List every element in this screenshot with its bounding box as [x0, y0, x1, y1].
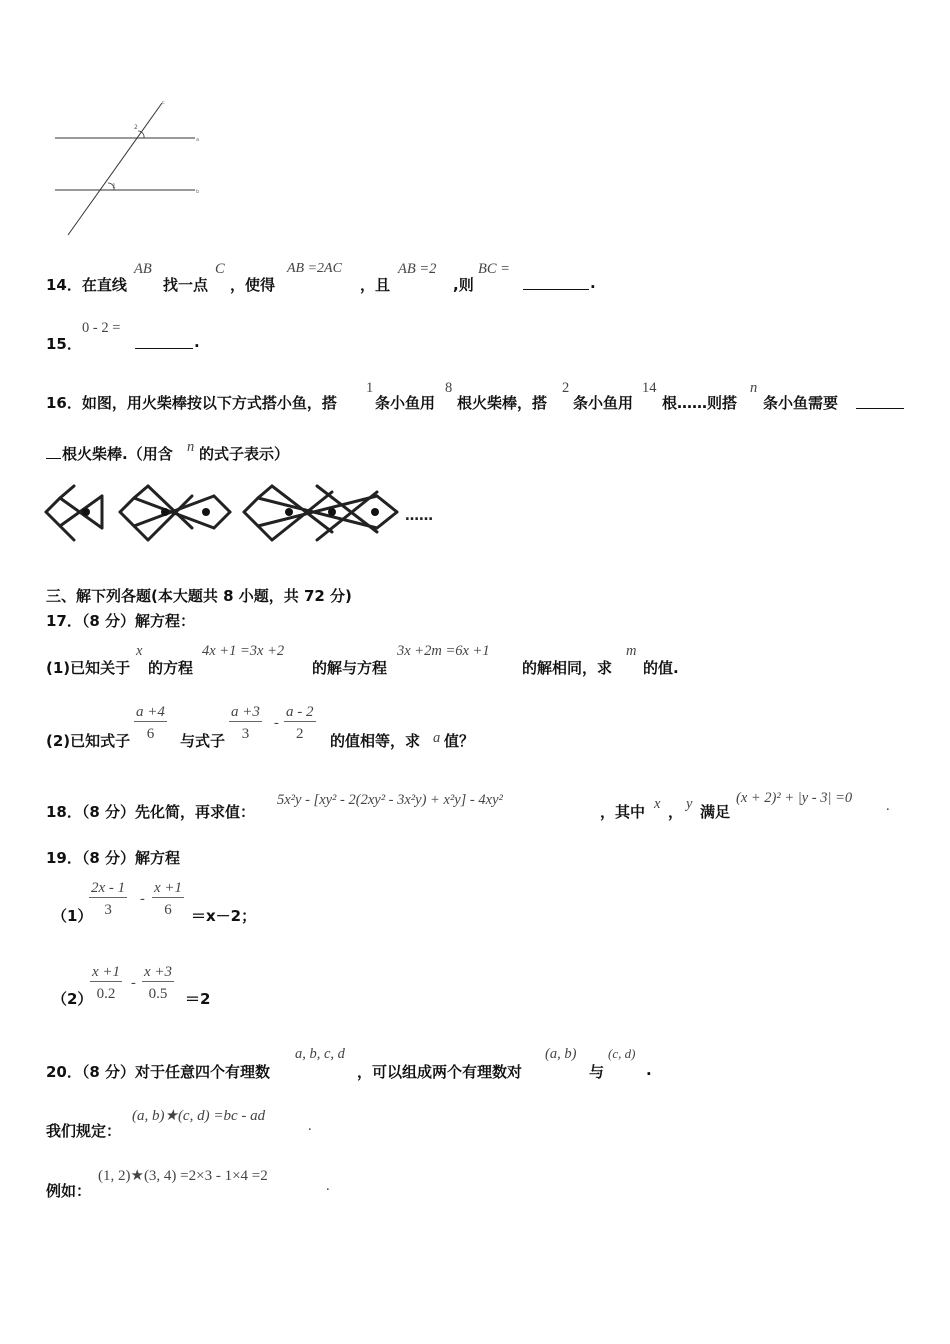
q19-minus-2: - [131, 975, 136, 991]
q19-part2-label: （2） [52, 990, 93, 1008]
q19-rhs-1: ＝x－2； [191, 907, 257, 925]
q14-answer-blank[interactable] [523, 289, 589, 290]
q16-answer-blank-line1[interactable] [856, 408, 904, 409]
q19-fraction-4 [142, 964, 174, 1003]
q19-fraction-3 [90, 964, 122, 1003]
q16-answer-blank-line2[interactable] [46, 458, 61, 459]
q16-text0: 16．如图，用火柴棒按以下方式搭小鱼，搭 [46, 394, 337, 412]
q17-f3-den: 2 [296, 726, 304, 742]
q14-text2: ，使得 [230, 276, 276, 294]
q20-rule-label: 我们规定： [46, 1122, 122, 1140]
q17-minus: - [274, 715, 279, 731]
q19-f1-den: 3 [104, 902, 112, 918]
q17-f3-num: a - 2 [286, 704, 314, 720]
q16-n2: 2 [562, 380, 570, 396]
q14-ab: AB [134, 261, 152, 277]
q16-n14: 14 [642, 380, 657, 396]
q17-p1-text4: 的解相同，求 [522, 659, 613, 677]
q20-rule-period: . [308, 1118, 312, 1134]
q18-text2: 满足 [700, 803, 731, 821]
q19-minus-1: - [140, 891, 145, 907]
q20-example-period: . [326, 1178, 330, 1194]
q14-cond1: AB =2AC [287, 261, 342, 276]
q17-p2-text2: 与式子 [180, 732, 226, 750]
q14-period: . [590, 274, 596, 292]
q20-vars: a, b, c, d [295, 1046, 345, 1062]
section3-title: 三、解下列各题(本大题共 8 小题，共 72 分) [46, 587, 352, 605]
q17-p1-text1: (1)已知关于 [46, 659, 131, 677]
q17-p1-eq2: 3x +2m =6x +1 [397, 643, 490, 659]
q14-cond2: AB =2 [398, 261, 437, 277]
q17-fraction-3 [284, 704, 316, 743]
matchstick-fish-figure [42, 482, 462, 552]
q18-y: y [686, 796, 693, 812]
q14-bc: BC = [478, 261, 510, 277]
q14-text3: ，且 [360, 276, 391, 294]
q18-text1: ，其中 [600, 803, 646, 821]
q20-rule: (a, b)★(c, d) =bc - ad [132, 1108, 266, 1124]
parallel-lines-figure [50, 95, 210, 245]
q16-n8: 8 [445, 380, 453, 396]
q17-p1-m: m [626, 643, 637, 659]
q20-pair1: (a, b) [545, 1046, 577, 1062]
q17-p1-text3: 的解与方程 [312, 659, 388, 677]
fish-continuation-dots: …… [405, 508, 433, 524]
q18-condition: (x + 2)² + |y - 3| =0 [736, 790, 853, 806]
q19-rhs-2: ＝2 [185, 990, 211, 1008]
q16-text5: 条小鱼需要 [763, 394, 839, 412]
line-label-a: a [196, 137, 200, 143]
q20-pair2: (c, d) [608, 1046, 636, 1061]
q14-number: 14．在直线 [46, 276, 127, 294]
q20-example: (1, 2)★(3, 4) =2×3 - 1×4 =2 [98, 1168, 268, 1184]
q17-p2-text4: 值？ [444, 732, 475, 750]
q18-period: . [886, 798, 890, 814]
q17-p1-x: x [136, 643, 143, 659]
q19-f3-num: x +1 [92, 964, 121, 980]
q15-period: . [194, 333, 200, 351]
q20-text2: 与 [589, 1063, 605, 1081]
q17-fraction-1 [134, 704, 167, 743]
q20-period: . [646, 1061, 652, 1079]
q17-p1-text2: 的方程 [148, 659, 194, 677]
q14-text1: 找一点 [163, 276, 209, 294]
q16-nn: n [750, 380, 758, 396]
q17-p1-text5: 的值. [643, 659, 679, 677]
q18-comma: ， [668, 803, 684, 821]
q18-x: x [654, 796, 661, 812]
q17-fraction-2 [229, 704, 262, 743]
q19-fraction-1 [89, 880, 127, 919]
q19-f1-num: 2x - 1 [91, 880, 126, 896]
q14-c: C [215, 261, 225, 277]
q17-f1-num: a +4 [136, 704, 165, 720]
q17-p2-text1: (2)已知式子 [46, 732, 131, 750]
q15-number: 15． [46, 335, 82, 353]
q19-f2-den: 6 [164, 902, 172, 918]
q16-text1: 条小鱼用 [375, 394, 436, 412]
q18-expression: 5x²y - [xy² - 2(2xy² - 3x²y) + x²y] - 4xy² [277, 792, 503, 808]
line-label-b: b [196, 189, 200, 195]
q16-text3: 条小鱼用 [573, 394, 634, 412]
q17-p1-eq1: 4x +1 =3x +2 [202, 643, 285, 659]
q18-heading: 18．（8 分）先化简，再求值： [46, 803, 256, 821]
q16-line2b: 的式子表示） [199, 445, 290, 463]
q16-line2n: n [187, 439, 195, 455]
q16-line2a: 根火柴棒.（用含 [62, 445, 173, 463]
q20-text1: ，可以组成两个有理数对 [357, 1063, 523, 1081]
q17-f1-den: 6 [146, 726, 155, 742]
line-label-c: c [162, 100, 165, 106]
q19-f3-den: 0.2 [96, 986, 116, 1002]
q16-text4: 根……则搭 [662, 394, 738, 412]
angle-label-2: 2 [134, 124, 138, 131]
q17-p2-text3: 的值相等，求 [330, 732, 421, 750]
q19-heading: 19．（8 分）解方程 [46, 849, 181, 867]
q19-f4-num: x +3 [144, 964, 173, 980]
angle-label-1: 1 [112, 183, 116, 190]
q17-p2-a: a [433, 730, 441, 746]
q14-text4: ,则 [453, 276, 474, 294]
q17-f2-den: 3 [241, 726, 250, 742]
q20-example-label: 例如： [46, 1182, 92, 1200]
q16-text2: 根火柴棒，搭 [457, 394, 548, 412]
q19-fraction-2 [152, 880, 184, 919]
q15-answer-blank[interactable] [135, 348, 193, 349]
q19-f2-num: x +1 [154, 880, 183, 896]
q16-n1: 1 [366, 380, 374, 396]
q20-heading: 20．（8 分）对于任意四个有理数 [46, 1063, 271, 1081]
q19-part1-label: （1） [52, 907, 93, 925]
q17-heading: 17．（8 分）解方程： [46, 612, 196, 630]
q15-expr: 0 - 2 = [82, 320, 121, 336]
q19-f4-den: 0.5 [148, 986, 168, 1002]
q17-f2-num: a +3 [231, 704, 260, 720]
